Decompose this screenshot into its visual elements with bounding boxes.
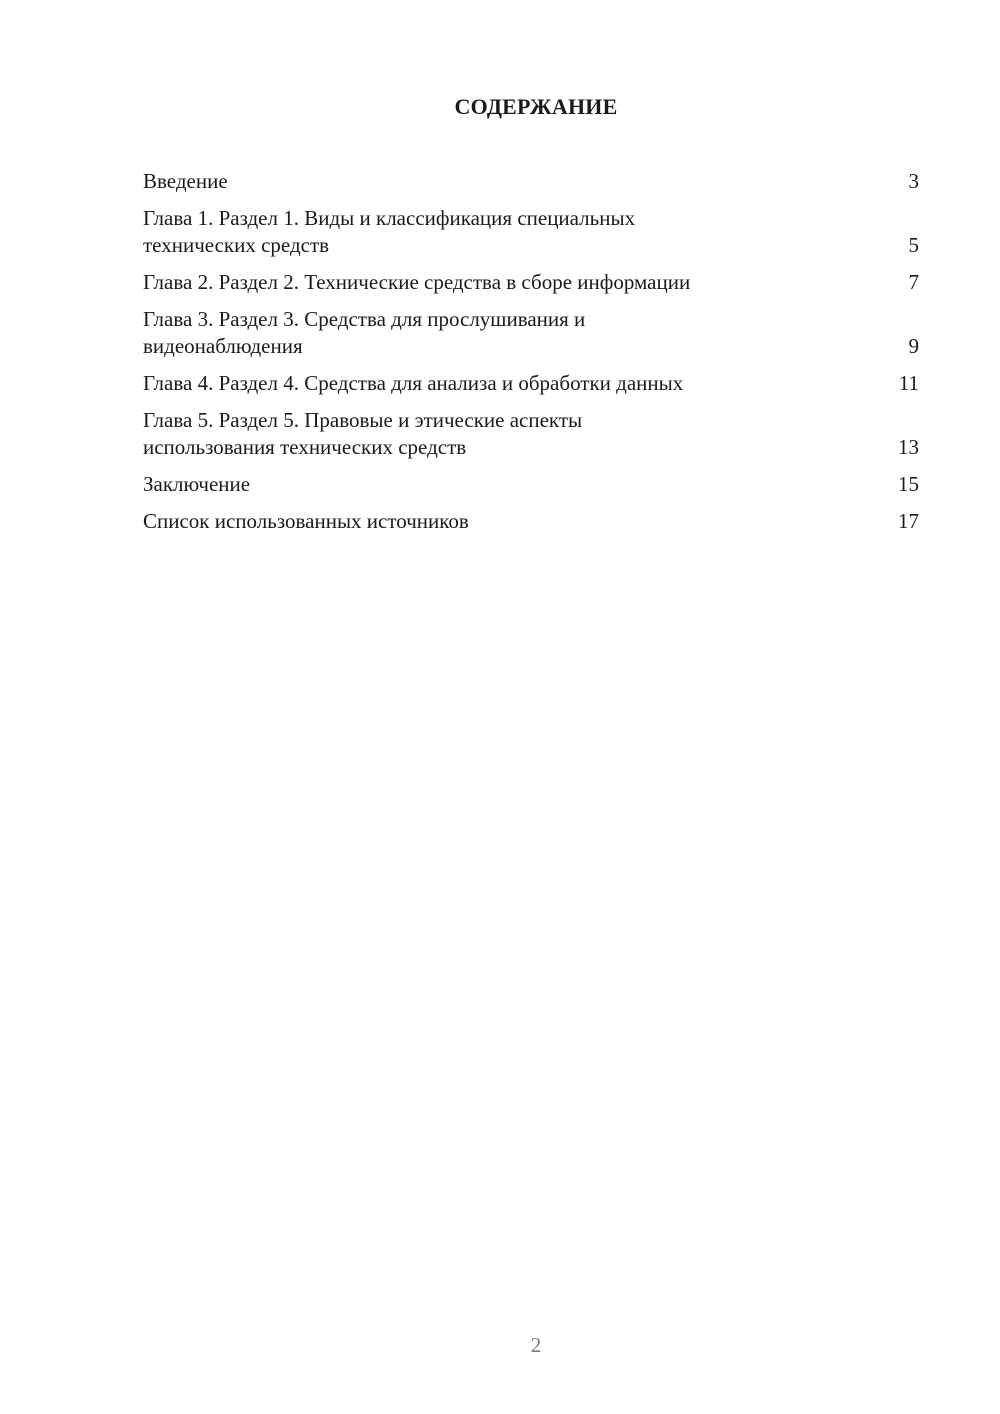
toc-entry-conclusion (143, 471, 919, 498)
table-of-contents (143, 168, 919, 545)
toc-entry-chapter-5 (143, 407, 919, 461)
toc-entry-page: 15 (898, 472, 919, 496)
toc-entry-page: 13 (898, 435, 919, 459)
toc-entry-text: Глава 4. Раздел 4. Средства для анализа и обработки данных (143, 371, 684, 395)
toc-entry-page: 5 (908, 233, 919, 257)
toc-entry-page: 3 (908, 169, 919, 193)
toc-entry-page: 11 (898, 371, 919, 395)
toc-entry-text: Глава 1. Раздел 1. Виды и классификация специальных технических средств (143, 206, 636, 257)
toc-entry-chapter-1 (143, 205, 919, 259)
toc-entry-chapter-3 (143, 306, 919, 360)
toc-entry-chapter-4 (143, 370, 919, 397)
page-number: 2 (530, 1333, 542, 1357)
toc-entry-introduction (143, 168, 919, 195)
toc-entry-references (143, 508, 919, 535)
toc-entry-text: Глава 5. Раздел 5. Правовые и этические аспекты использования технических средств (143, 408, 583, 459)
toc-entry-page: 9 (908, 334, 919, 358)
toc-entry-text: Глава 3. Раздел 3. Средства для прослушивания и видеонаблюдения (143, 307, 586, 358)
toc-entry-page: 17 (898, 509, 919, 533)
toc-entry-page: 7 (908, 270, 919, 294)
toc-entry-text: Введение (143, 169, 228, 193)
toc-entry-text: Список использованных источников (143, 509, 469, 533)
toc-entry-text: Глава 2. Раздел 2. Технические средства в сборе информации (143, 270, 691, 294)
toc-entry-chapter-2 (143, 269, 919, 296)
toc-title: СОДЕРЖАНИЕ (454, 94, 618, 119)
toc-entry-text: Заключение (143, 472, 251, 496)
